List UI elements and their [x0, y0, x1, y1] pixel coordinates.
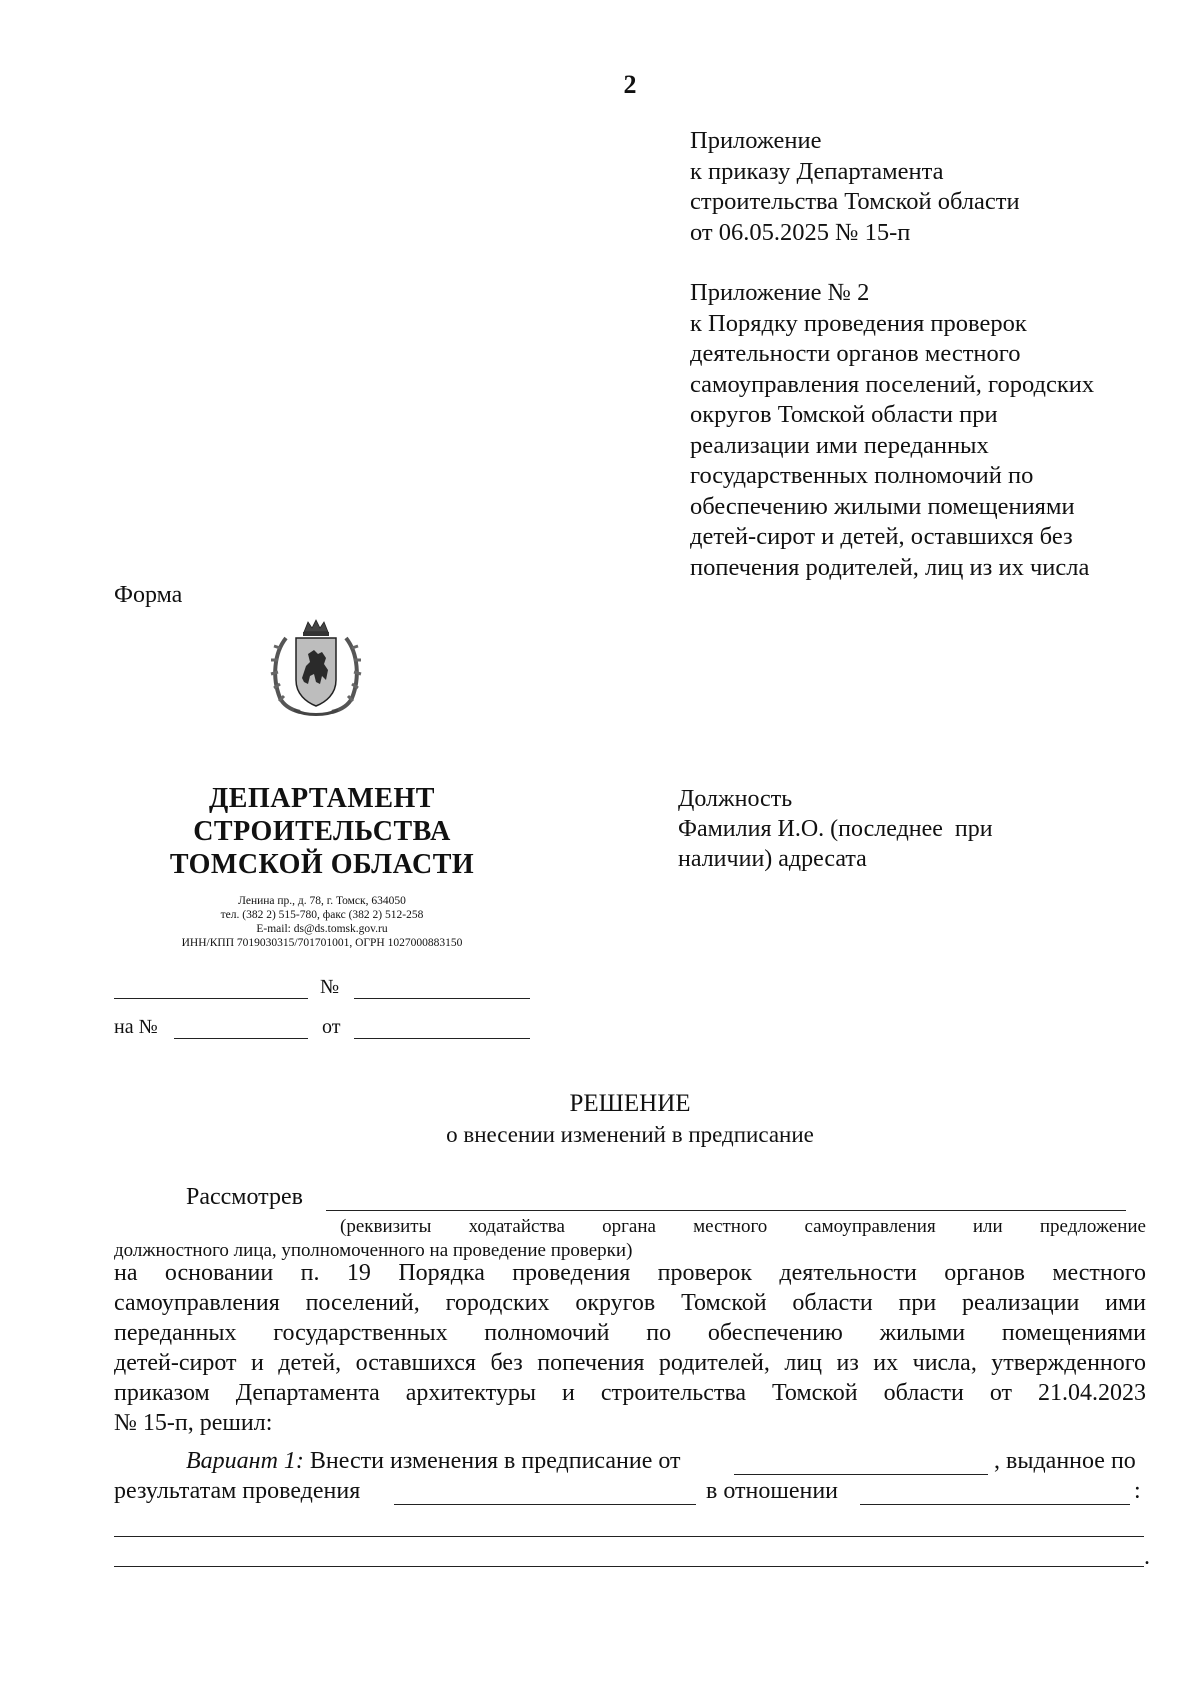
addressee-position: Должность [678, 786, 793, 812]
prescription-date-field[interactable] [734, 1474, 988, 1475]
variant-1-text: Внести изменения в предписание от [309, 1448, 681, 1474]
considering-field[interactable] [326, 1210, 1126, 1211]
addressee-block [678, 784, 993, 874]
annex-line: детей-сирот и детей, оставшихся без [690, 523, 1073, 550]
form-label: Форма [114, 582, 183, 608]
department-contacts [122, 894, 522, 950]
colon: : [1134, 1478, 1141, 1504]
annex-line: деятельности органов местного [690, 340, 1021, 367]
basis-line: приказом Департамента архитектуры и строительства Томской области от 21.04.2023 [114, 1380, 1146, 1406]
department-line: ДЕПАРТАМЕНТ [209, 783, 435, 814]
contact-phone: тел. (382 2) 515-780, факс (382 2) 512-258 [220, 909, 424, 921]
annex-line: самоуправления поселений, городских [690, 370, 1095, 398]
annex-line: Приложение [690, 127, 822, 154]
basis-line: на основании п. 19 Порядка проведения проверок деятельности органов местного [114, 1260, 1146, 1286]
considering-caption: (реквизиты ходатайства органа местного самоуправления или предложение [340, 1216, 1146, 1237]
annex-line: к приказу Департамента [690, 157, 944, 185]
contact-email: E-mail: ds@ds.tomsk.gov.ru [256, 923, 388, 935]
annex-line: округов Томской области при [690, 401, 998, 428]
department-line: ТОМСКОЙ ОБЛАСТИ [169, 849, 475, 880]
basis-line: самоуправления поселений, городских округов Томской области при реализации ими [114, 1290, 1146, 1316]
annex-line: государственных полномочий по [690, 462, 1034, 489]
annex-line: от 06.05.2025 № 15-п [690, 218, 911, 246]
basis-line: детей-сирот и детей, оставшихся без попечения родителей, лиц из их числа, утвержденного [114, 1350, 1146, 1376]
addressee-name-cont: наличии) адресата [678, 846, 867, 872]
department-line: СТРОИТЕЛЬСТВА [193, 816, 451, 847]
outgoing-date-field[interactable] [114, 998, 308, 999]
annex-line: Приложение № 2 [690, 279, 870, 306]
ref-from-label: от [322, 1016, 341, 1038]
changes-text-line-1[interactable] [114, 1536, 1144, 1537]
addressee-name: Фамилия И.О. (последнее при [678, 816, 993, 842]
number-label: № [320, 976, 340, 998]
variant-1-results: результатам проведения [114, 1478, 361, 1504]
ref-number-field[interactable] [174, 1038, 308, 1039]
considering-label: Рассмотрев [186, 1184, 303, 1210]
variant-1-issued: , выданное по [994, 1448, 1136, 1474]
ref-number-label: на № [114, 1016, 158, 1038]
ref-date-field[interactable] [354, 1038, 530, 1039]
variant-1-regarding: в отношении [706, 1478, 839, 1504]
annex-line: попечения родителей, лиц из их числа [690, 553, 1090, 581]
page-number: 2 [623, 70, 637, 99]
department-name [122, 782, 522, 881]
annex-line: к Порядку проведения проверок [690, 309, 1027, 337]
considering-caption-cont: должностного лица, уполномоченного на проведение проверки) [114, 1240, 633, 1261]
basis-line: № 15-п, решил: [114, 1410, 273, 1436]
changes-text-line-2[interactable] [114, 1566, 1144, 1567]
document-subtitle: о внесении изменений в предписание [446, 1122, 814, 1147]
variant-1-label: Вариант 1: [186, 1448, 304, 1474]
outgoing-number-field[interactable] [354, 998, 530, 999]
annex-line: реализации ими переданных [690, 431, 989, 459]
period: . [1144, 1544, 1150, 1570]
annex-line: строительства Томской области [690, 188, 1020, 215]
regarding-field[interactable] [860, 1504, 1130, 1505]
annex-header [690, 126, 1020, 248]
coat-of-arms-emblem [266, 618, 366, 720]
contact-inn: ИНН/КПП 7019030315/701701001, ОГРН 1027000883150 [181, 937, 463, 949]
variant-1-line [186, 1448, 681, 1475]
contact-address: Ленина пр., д. 78, г. Томск, 634050 [238, 895, 406, 907]
annex-2-header [690, 278, 1094, 583]
document-title: РЕШЕНИЕ [569, 1090, 691, 1117]
inspection-type-field[interactable] [394, 1504, 696, 1505]
basis-line: переданных государственных полномочий по обеспечению жилыми помещениями [114, 1320, 1146, 1346]
annex-line: обеспечению жилыми помещениями [690, 492, 1075, 520]
basis-paragraph [114, 1258, 1146, 1438]
